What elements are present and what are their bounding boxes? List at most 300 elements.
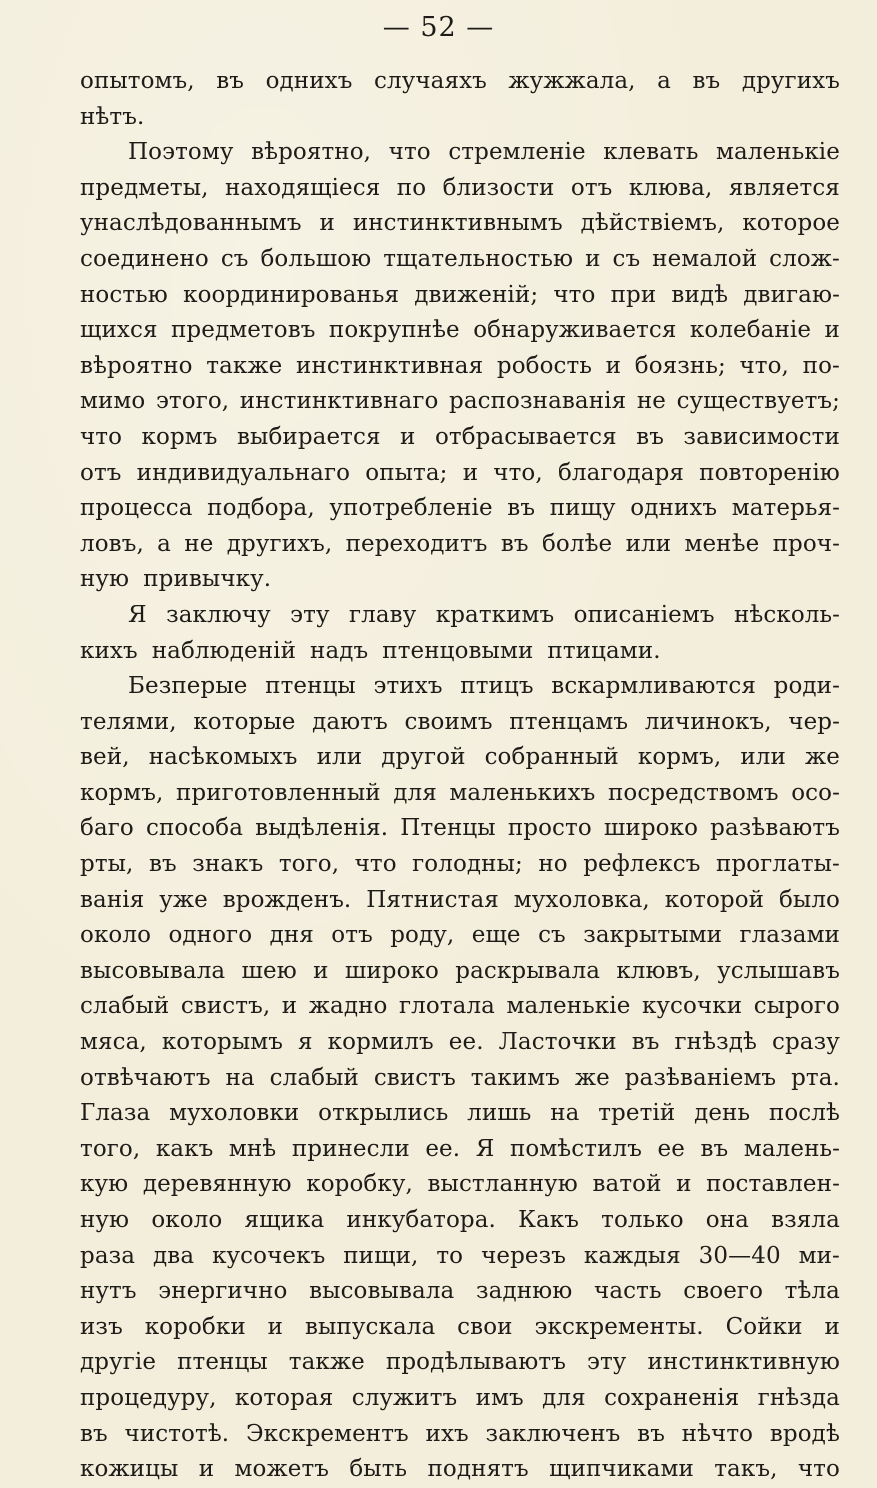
word: и	[824, 317, 840, 344]
text-line	[80, 989, 840, 1025]
text-line	[80, 100, 840, 136]
word: и	[281, 993, 298, 1020]
text-line	[80, 242, 840, 278]
text-line	[80, 634, 840, 670]
word: ватой	[592, 1171, 662, 1198]
word: вскармливаются	[551, 673, 756, 700]
word: третій	[598, 1100, 676, 1127]
word: ную	[80, 566, 130, 593]
word: рта.	[791, 1064, 840, 1091]
word: въ	[631, 1029, 660, 1056]
text-line	[80, 1417, 840, 1453]
text-line	[80, 705, 840, 741]
word: послѣ	[768, 1100, 840, 1127]
word: клювъ,	[616, 957, 701, 984]
word: маленькихъ	[449, 779, 596, 806]
word: сразу	[771, 1029, 840, 1056]
word: малень-	[743, 1135, 840, 1162]
word: было	[778, 886, 840, 913]
word: эту	[587, 1349, 627, 1376]
text-line	[80, 598, 840, 634]
text-line	[80, 420, 840, 456]
word: въ	[507, 495, 536, 522]
word: закрытыми	[583, 922, 723, 949]
word: для	[393, 779, 437, 806]
word: кусочекъ	[212, 1242, 326, 1269]
word: баго	[80, 815, 134, 842]
word: нѣчто	[681, 1420, 754, 1447]
word: разѣваютъ	[710, 815, 840, 842]
word: глазами	[739, 922, 840, 949]
word: телями,	[80, 708, 177, 735]
word: другихъ,	[226, 530, 333, 557]
word: такимъ	[470, 1064, 560, 1091]
word: однихъ	[265, 68, 353, 94]
word: случаяхъ	[374, 68, 487, 94]
word: по	[396, 174, 427, 201]
word: выбирается	[236, 423, 381, 450]
word: то	[436, 1242, 464, 1269]
word: въ	[692, 68, 721, 94]
word: кусочки	[641, 993, 743, 1020]
text-line	[80, 384, 840, 420]
word: движеній;	[414, 281, 539, 308]
word: большою	[260, 245, 372, 272]
word: не	[184, 530, 214, 557]
word: что	[553, 281, 596, 308]
word: главу	[348, 601, 417, 628]
word: птенцы	[177, 1349, 268, 1376]
text-line	[80, 1025, 840, 1061]
word: рты,	[80, 851, 134, 878]
word: что	[797, 1456, 840, 1483]
word: отъ	[331, 922, 373, 949]
word: которая	[234, 1384, 334, 1411]
text-line	[80, 1310, 840, 1346]
word: или	[740, 744, 786, 771]
word: чер-	[788, 708, 840, 735]
word: этого,	[155, 388, 230, 415]
word: колебаніе	[689, 317, 812, 344]
word: такъ,	[714, 1456, 778, 1483]
word: глотала	[399, 993, 495, 1020]
word: продѣлываютъ	[385, 1349, 566, 1376]
word: на	[225, 1064, 255, 1091]
text-line	[80, 740, 840, 776]
word: и	[824, 1313, 840, 1340]
word: краткимъ	[435, 601, 555, 628]
text-line	[80, 456, 840, 492]
word: около	[80, 922, 152, 949]
word: ностью	[80, 281, 168, 308]
word: предметы,	[80, 174, 209, 201]
word: ную	[80, 1207, 130, 1233]
word: приготовленный	[175, 779, 381, 806]
word: робость	[496, 352, 592, 379]
word: заднюю	[476, 1278, 573, 1305]
word: лишь	[467, 1100, 532, 1127]
word: поставлен-	[706, 1171, 840, 1198]
word: отъ	[570, 174, 613, 201]
word: также	[206, 352, 283, 379]
word: нѣсколь-	[733, 601, 840, 628]
word: распознаванія	[449, 388, 627, 415]
word: боязнь;	[634, 352, 726, 379]
word: а	[657, 68, 671, 94]
page-number: — 52 —	[382, 12, 495, 43]
word: изъ	[80, 1313, 123, 1340]
text-line	[80, 349, 840, 385]
word: нѣтъ.	[80, 103, 145, 130]
word: Сойки	[725, 1313, 803, 1340]
word: щихся	[80, 317, 158, 344]
word: съ	[220, 245, 249, 272]
word: въ	[148, 851, 177, 878]
word: энергично	[158, 1278, 288, 1305]
word: процесса	[80, 495, 193, 522]
word: слож-	[769, 245, 840, 272]
word: надъ	[310, 637, 369, 664]
word: и	[605, 352, 622, 379]
word: Поэтому	[128, 139, 234, 166]
word: имъ	[475, 1384, 524, 1411]
word: инстинктивнымъ	[352, 210, 563, 237]
word: раза	[80, 1242, 136, 1269]
word: въ	[216, 68, 245, 94]
word: широко	[344, 957, 439, 984]
text-line	[80, 313, 840, 349]
word: Какъ	[518, 1207, 579, 1233]
word: и	[676, 1171, 692, 1198]
text-line	[80, 1274, 840, 1310]
word: выпускала	[304, 1313, 436, 1340]
word: клевать	[603, 139, 699, 166]
word: этихъ	[373, 673, 443, 700]
word: зависимости	[683, 423, 840, 450]
word: пищи,	[343, 1242, 419, 1269]
word: кормъ,	[637, 744, 722, 771]
word: эту	[290, 601, 330, 628]
word: кормилъ	[327, 1029, 434, 1056]
word: не	[636, 388, 666, 415]
word: что	[80, 423, 123, 450]
word: заключу	[166, 601, 271, 628]
text-line	[80, 171, 840, 207]
word: отбрасывается	[434, 423, 617, 450]
word: болѣе	[541, 530, 613, 557]
text-line	[80, 1452, 840, 1488]
word: своимъ	[404, 708, 493, 735]
word: сохраненія	[604, 1384, 740, 1411]
word: что	[388, 139, 431, 166]
word: открылись	[318, 1100, 449, 1127]
word: и	[313, 957, 329, 984]
word: ми-	[798, 1242, 840, 1269]
word: врожденъ.	[222, 886, 352, 913]
word: дня	[269, 922, 314, 949]
word: мнѣ	[228, 1135, 277, 1162]
text-line	[80, 1239, 840, 1275]
word: же	[805, 744, 840, 771]
word: что	[354, 851, 397, 878]
word: щипчиками	[549, 1456, 694, 1483]
text-line	[80, 954, 840, 990]
text-line	[80, 64, 840, 100]
word: взяла	[771, 1207, 840, 1233]
word: широко	[603, 815, 699, 842]
word: 30—40	[698, 1242, 781, 1269]
word: тщательностью	[383, 245, 574, 272]
word: мухоловка,	[513, 886, 650, 913]
word: кую	[80, 1171, 129, 1198]
word: и	[400, 423, 416, 450]
word: процедуру,	[80, 1384, 217, 1411]
word: для	[542, 1384, 586, 1411]
word: разѣваніемъ	[624, 1064, 777, 1091]
word: опыта;	[365, 459, 448, 486]
word: въ	[80, 1420, 108, 1447]
word: два	[153, 1242, 195, 1269]
word: является	[728, 174, 840, 201]
word: поднятъ	[427, 1456, 529, 1483]
word: вѣроятно	[80, 352, 193, 379]
text-line	[80, 1061, 840, 1097]
word: другой	[381, 744, 466, 771]
word: унаслѣдованнымъ	[80, 210, 302, 237]
word: того,	[80, 1135, 141, 1162]
text-line	[80, 918, 840, 954]
word: деревянную	[142, 1171, 292, 1198]
word: голодны;	[412, 851, 523, 878]
word: какъ	[155, 1135, 214, 1162]
word: быть	[349, 1456, 408, 1483]
word: или	[625, 530, 672, 557]
text-line	[80, 1132, 840, 1168]
word: ее	[657, 1135, 685, 1162]
word: инстинктивная	[296, 352, 484, 379]
word: птенцы	[265, 673, 356, 700]
word: птицами.	[547, 637, 661, 664]
word: инстинктивную	[647, 1349, 840, 1376]
word: сырого	[753, 993, 840, 1020]
word: мяса,	[80, 1029, 147, 1056]
word: свистъ	[373, 1064, 456, 1091]
word: только	[601, 1207, 684, 1233]
word: около	[151, 1207, 223, 1233]
word: опытомъ,	[80, 68, 195, 94]
word: я	[298, 1029, 313, 1056]
word: маленькіе	[506, 993, 631, 1020]
text-line	[80, 1096, 840, 1132]
word: гнѣздѣ	[674, 1029, 757, 1056]
word: выстланную	[427, 1171, 578, 1198]
word: Я	[475, 1135, 495, 1162]
text-line	[80, 1381, 840, 1417]
word: но	[538, 851, 568, 878]
word: жадно	[308, 993, 388, 1020]
word: матерья-	[731, 495, 840, 522]
word: переходитъ	[345, 530, 488, 557]
word: инстинктивнаго	[239, 388, 439, 415]
word: уже	[159, 886, 208, 913]
word: и	[267, 1313, 284, 1340]
word: Глаза	[80, 1100, 151, 1127]
word: координированья	[183, 281, 400, 308]
word: принесли	[291, 1135, 410, 1162]
word: кожицы	[80, 1456, 179, 1483]
word: пищу	[549, 495, 616, 522]
text-line	[80, 1203, 840, 1239]
word: отвѣчаютъ	[80, 1064, 211, 1091]
word: насѣкомыхъ	[148, 744, 298, 771]
word: что,	[739, 352, 789, 379]
word: Ласточки	[498, 1029, 617, 1056]
text-line	[80, 811, 840, 847]
word: двигаю-	[743, 281, 840, 308]
word: по-	[802, 352, 840, 379]
word: немалой	[652, 245, 758, 272]
text-line	[80, 135, 840, 171]
word: однихъ	[630, 495, 718, 522]
word: или	[316, 744, 363, 771]
word: птицъ	[460, 673, 534, 700]
word: проглаты-	[715, 851, 840, 878]
word: ее.	[448, 1029, 484, 1056]
word: раскрывала	[455, 957, 601, 984]
word: коробку,	[306, 1171, 413, 1198]
text-line	[80, 278, 840, 314]
word: при	[610, 281, 657, 308]
word: съ	[612, 245, 641, 272]
word: дѣйствіемъ,	[580, 210, 725, 237]
word: индивидуальнаго	[136, 459, 351, 486]
word: проч-	[772, 530, 840, 557]
text-line	[80, 562, 840, 598]
word: вей,	[80, 744, 130, 771]
word: черезъ	[481, 1242, 566, 1269]
text-line	[80, 883, 840, 919]
word: менѣе	[684, 530, 760, 557]
word: слабый	[80, 993, 170, 1020]
word: кормъ,	[80, 779, 164, 806]
word: отъ	[80, 459, 122, 486]
word: ящика	[244, 1207, 325, 1233]
word: въ	[500, 530, 529, 557]
word: день	[694, 1100, 751, 1127]
word: которымъ	[161, 1029, 283, 1056]
word: знакъ	[192, 851, 264, 878]
word: одного	[168, 922, 253, 949]
word: слабый	[269, 1064, 359, 1091]
word: въ	[700, 1135, 729, 1162]
word: стремленіе	[448, 139, 586, 166]
word: тѣла	[784, 1278, 840, 1305]
word: Я	[128, 601, 147, 628]
word: выдѣленія.	[255, 815, 389, 842]
body-text	[80, 64, 840, 1488]
word: роду,	[390, 922, 455, 949]
word: еще	[471, 922, 521, 949]
word: коробки	[144, 1313, 246, 1340]
word: свои	[457, 1313, 513, 1340]
word: рефлексъ	[583, 851, 701, 878]
text-line	[80, 776, 840, 812]
text-line	[80, 206, 840, 242]
word: въ	[636, 423, 664, 450]
word: экскременты.	[534, 1313, 704, 1340]
word: посредствомъ	[607, 779, 779, 806]
word: видѣ	[671, 281, 729, 308]
word: повторенію	[699, 459, 840, 486]
word: кормъ	[141, 423, 218, 450]
word: что,	[493, 459, 543, 486]
word: жужжала,	[508, 68, 636, 94]
word: существуетъ;	[676, 388, 840, 415]
word: Экскрементъ	[245, 1420, 409, 1447]
word: Пятнистая	[366, 886, 499, 913]
word: маленькіе	[716, 139, 840, 166]
word: другіе	[80, 1349, 157, 1376]
word: способа	[145, 815, 244, 842]
text-line	[80, 527, 840, 563]
word: употребленіе	[329, 495, 493, 522]
word: просто	[507, 815, 592, 842]
word: близости	[442, 174, 555, 201]
word: часть	[594, 1278, 662, 1305]
word: которой	[664, 886, 765, 913]
word: которые	[193, 708, 296, 735]
word: съ	[538, 922, 566, 949]
word: собранный	[484, 744, 619, 771]
word: и	[198, 1456, 215, 1483]
text-line	[80, 669, 840, 705]
word: роди-	[773, 673, 840, 700]
word: услышавъ	[717, 957, 840, 984]
word: вѣроятно,	[251, 139, 372, 166]
word: мимо	[80, 388, 146, 415]
word: предметовъ	[171, 317, 316, 344]
word: привычку.	[143, 566, 272, 593]
word: заключенъ	[485, 1420, 621, 1447]
word: ее.	[425, 1135, 461, 1162]
word: покрупнѣе	[328, 317, 460, 344]
word: описаніемъ	[573, 601, 715, 628]
text-line	[80, 1167, 840, 1203]
text-line	[80, 847, 840, 883]
word: своего	[683, 1278, 764, 1305]
word: того,	[278, 851, 340, 878]
word: высовывала	[309, 1278, 455, 1305]
word: личинокъ,	[644, 708, 772, 735]
word: подбора,	[207, 495, 315, 522]
word: а	[157, 530, 171, 557]
word: же	[574, 1064, 610, 1091]
word: шею	[241, 957, 297, 984]
word: другихъ	[741, 68, 840, 94]
word: ванія	[80, 886, 145, 913]
word: на	[550, 1100, 580, 1127]
word: помѣстилъ	[509, 1135, 642, 1162]
word: благодаря	[557, 459, 685, 486]
word: каждыя	[583, 1242, 681, 1269]
word: наблюденій	[151, 637, 297, 664]
word: Безперые	[128, 673, 248, 700]
word: чистотѣ.	[124, 1420, 230, 1447]
word: находящіеся	[224, 174, 381, 201]
word: гнѣзда	[757, 1384, 840, 1411]
word: которое	[742, 210, 840, 237]
text-line	[80, 491, 840, 527]
